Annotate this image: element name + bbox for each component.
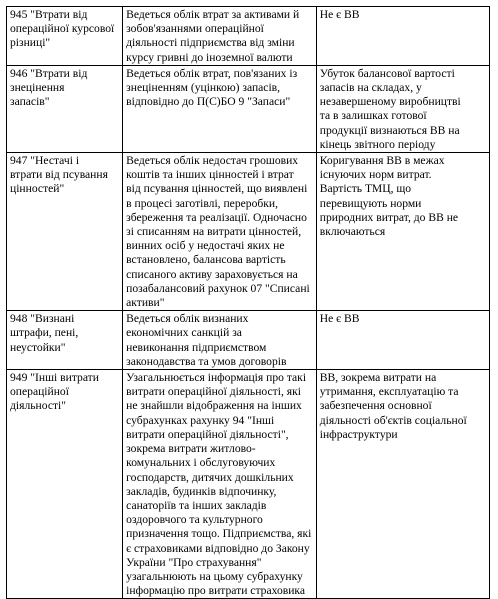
account-code-text: 948 "Визнані штрафи, пені, неустойки" — [10, 312, 79, 354]
account-code-text: 947 "Нестачі і втрати від псування цінностей" — [10, 154, 108, 196]
tax-note-cell — [316, 7, 489, 66]
tax-note-cell — [316, 65, 489, 152]
table-row — [7, 65, 490, 152]
account-description-text: Ведеться облік недостач грошових коштів та інших цінностей і втрат від псування цінностей, що виявлені в процесі заготівлі, переробки, збереження та реалізації. Одночасно зі списанням на витрати цінностей, винних осіб у недостачі яких не встановлено, балансова вартість списаного активу зараховується на позабалансовий рахунок 07 "Списані активи" — [126, 154, 310, 310]
account-code-cell — [7, 7, 123, 66]
account-description-cell — [123, 7, 317, 66]
tax-note-cell — [316, 370, 489, 599]
account-code-text: 949 "Інші витрати операційної діяльності" — [10, 371, 99, 413]
tax-note-text: Убуток балансової вартості запасів на складах, у незавершеному виробництві та в залишках готової продукції визнаються ВВ на кінець звітного періоду — [319, 66, 461, 151]
table-row — [7, 7, 490, 66]
account-code-text: 946 "Втрати від знецінення запасів" — [10, 66, 88, 109]
account-description-text: Ведеться облік втрат, пов'язаних із знеціненням (уцінкою) запасів, відповідно до П(С)БО 9 "Запаси" — [126, 66, 298, 109]
account-description-text: Ведеться облік втрат за активами й зобов'язаннями операційної діяльності підприємства від зміни курсу гривні до іноземної валюти — [126, 8, 300, 64]
account-code-text: 945 "Втрати від операційної курсової різниці" — [10, 8, 115, 50]
account-code-cell — [7, 65, 123, 152]
account-description-cell — [123, 65, 317, 152]
table-row — [7, 370, 490, 599]
account-description-cell — [123, 370, 317, 599]
tax-note-text: Не є ВВ — [319, 312, 360, 326]
tax-note-cell — [316, 153, 489, 311]
accounts-table — [6, 6, 490, 599]
table-row — [7, 153, 490, 311]
account-code-cell — [7, 153, 123, 311]
account-description-text: Узагальнюється інформація про такі витрати операційної діяльності, які не знайшли відображення на інших субрахунках рахунку 94 "Інші витрати операційної діяльності", зокрема витрати житлово- комунальних і обслуговуючих господарств, дитячих дошкільних закладів, будинків відпочинку, санаторіїв та інших закладів оздоровчого та культурного призначення тощо. Підприємства, які є страховиками відповідно до Закону України "Про страхування" узагальнюють на цьому субрахунку інформацію про витрати страховика — [126, 371, 312, 598]
account-code-cell — [7, 311, 123, 370]
account-description-text: Ведеться облік визнаних економічних санкцій за невиконання підприємством законодавства та умов договорів — [126, 312, 287, 368]
tax-note-cell — [316, 311, 489, 370]
account-description-cell — [123, 153, 317, 311]
account-code-cell — [7, 370, 123, 599]
tax-note-text: Коригування ВВ в межах існуючих норм витрат. Вартість ТМЦ, що перевищують норми природних витрат, до ВВ не включаються — [319, 154, 459, 239]
table-row — [7, 311, 490, 370]
tax-note-text: ВВ, зокрема витрати на утримання, експлуатацію та забезпечення основної діяльності об'єктів соціальної інфраструктури — [319, 371, 467, 441]
tax-note-text: Не є ВВ — [319, 8, 360, 21]
account-description-cell — [123, 311, 317, 370]
